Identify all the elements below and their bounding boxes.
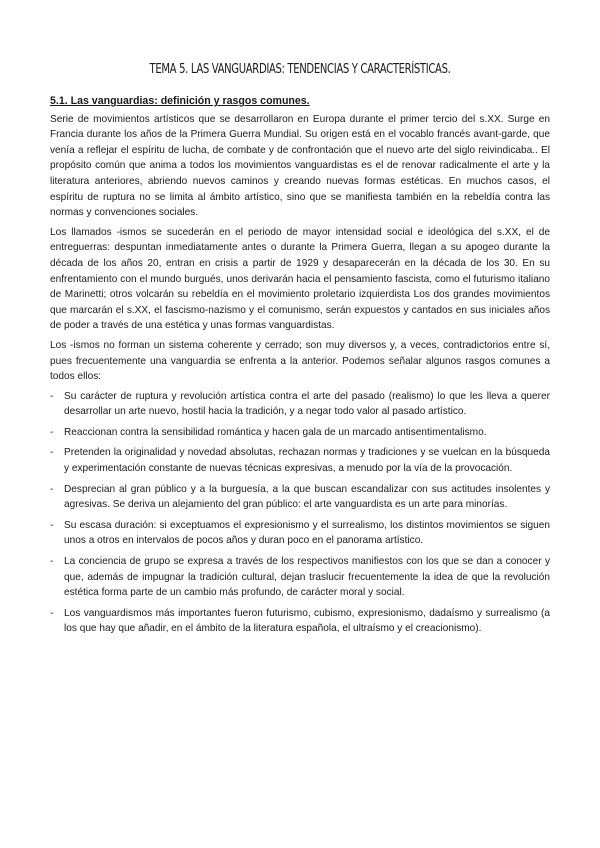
paragraph: Los -ismos no forman un sistema coherente y cerrado; son muy diversos y, a veces, contradictorios entre sí, pues frecuentemente una vanguardia se enfrenta a la anterior. Podemos señalar algunos rasgos comunes a todos ellos: [50, 339, 550, 383]
paragraph: Los llamados -ismos se sucederán en el periodo de mayor intensidad social e ideológica del s.XX, el de entreguerras: despuntan inmediatamente antes o durante la Primera Guerra, llegan a su apogeo durante la década de los años 20, entran en crisis a partir de 1929 y desaparecerán en la década de los 30. En su enfrentamiento con el mundo burgués, unos derivarán hacia el pensamiento fascista, como el futurismo italiano de Marinetti; otros volcarán su rebeldía en el movimiento proletario izquierdista Los dos grandes movimientos que marcarán el s.XX, el fascismo-nazismo y el comunismo, serán expuestos y cantados en sus iniciales años de poder a través de una estética y unas formas vanguardistas. [50, 226, 550, 332]
traits-list [50, 389, 550, 637]
list-item-text: Desprecian al gran público y a la burguesía, a la que buscan escandalizar con sus actitudes insolentes y agresivas. Se deriva un alejamiento del gran público: el arte vanguardista es un arte para minorías. [64, 483, 550, 511]
list-item [50, 445, 550, 476]
list-item [50, 389, 550, 420]
list-item [50, 425, 550, 441]
document-title: TEMA 5. LAS VANGUARDIAS: TENDENCIAS Y CARACTERÍSTICAS. [149, 62, 451, 77]
list-item-text: La conciencia de grupo se expresa a través de los respectivos manifiestos con los que se dan a conocer y que, además de impugnar la tradición cultural, dejan traslucir frecuentemente la idea de que la revolución estética forma parte de un cambio más profundo, de carácter moral y social. [64, 556, 550, 599]
list-item-text: Su escasa duración: si exceptuamos el expresionismo y el surrealismo, los distintos movimientos se siguen unos a otros en intervalos de pocos años y duran poco en el panorama artístico. [64, 519, 550, 547]
list-item [50, 606, 550, 637]
bullet-marker: - [50, 447, 54, 459]
paragraph: Serie de movimientos artísticos que se desarrollaron en Europa durante el primer tercio del s.XX. Surge en Francia durante los años de la Primera Guerra Mundial. Su origen está en el vocablo francés avant-garde, que venía a reflejar el espíritu de lucha, de combate y de confrontación que el nuevo arte del siglo reivindicaba.. El propósito común que anima a todos los movimientos vanguardistas es el de renovar radicalmente el arte y la literatura anteriores, abriendo nuevos caminos y creando nuevas formas estéticas. En muchos casos, el espíritu de ruptura no se limita al ámbito artístico, sino que se manifiesta también en la rebeldía contra las normas y convenciones sociales. [50, 113, 550, 219]
list-item [50, 482, 550, 513]
bullet-marker: - [50, 519, 54, 531]
list-item [50, 554, 550, 601]
list-item [50, 518, 550, 549]
list-item-text: Los vanguardismos más importantes fueron futurismo, cubismo, expresionismo, dadaísmo y surrealismo (a los que hay que añadir, en el ámbito de la literatura española, el ultraísmo y el creacionismo). [64, 607, 550, 635]
list-item-text: Su carácter de ruptura y revolución artística contra el arte del pasado (realismo) lo que les lleva a querer desarrollar un arte nuevo, hostil hacia la tradición, y a negar todo valor al pasado artístico. [64, 390, 550, 418]
list-item-text: Pretenden la originalidad y novedad absolutas, rechazan normas y tradiciones y se vuelcan en la búsqueda y experimentación constante de nuevas técnicas expresivas, a menudo por la vía de la provocación. [64, 447, 550, 475]
document-body [50, 94, 550, 642]
bullet-marker: - [50, 426, 54, 438]
bullet-marker: - [50, 390, 54, 402]
bullet-marker: - [50, 483, 54, 495]
bullet-marker: - [50, 607, 54, 619]
section-heading: 5.1. Las vanguardias: definición y rasgos comunes. [50, 95, 310, 107]
bullet-marker: - [50, 556, 54, 568]
list-item-text: Reaccionan contra la sensibilidad romántica y hacen gala de un marcado antisentimentalismo. [64, 426, 487, 438]
